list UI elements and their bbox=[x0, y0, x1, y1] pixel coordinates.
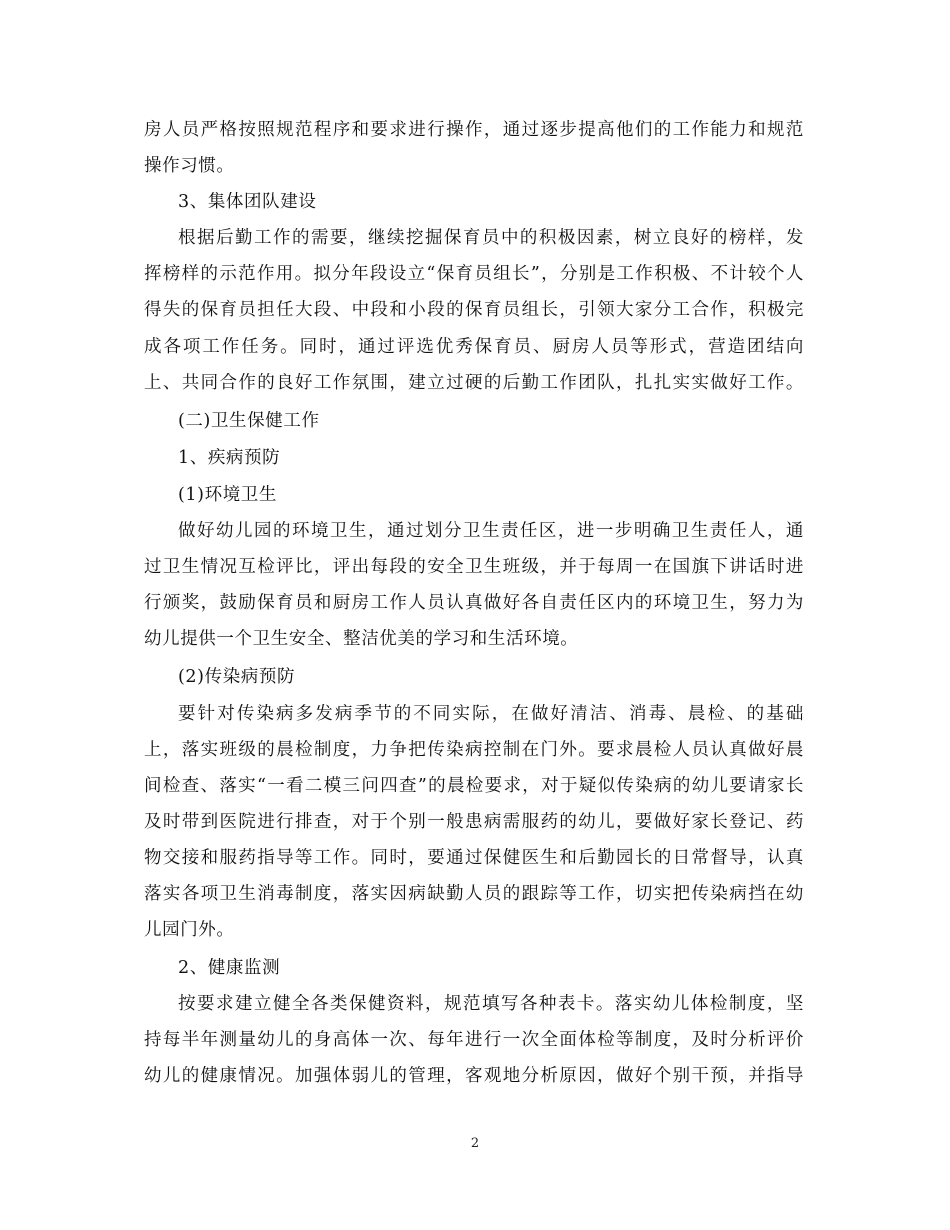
page-number: 2 bbox=[470, 1136, 480, 1151]
text-line: 上，落实班级的晨检制度，力争把传染病控制在门外。要求晨检人员认真做好晨 bbox=[144, 740, 804, 760]
section-heading: (2)传染病预防 bbox=[178, 667, 296, 687]
text-line: 根据后勤工作的需要，继续挖掘保育员中的积极因素，树立良好的榜样，发 bbox=[178, 228, 804, 248]
text-line: 要针对传染病多发病季节的不同实际，在做好清洁、消毒、晨检、的基础 bbox=[178, 704, 804, 724]
text-line: 挥榜样的示范作用。拟分年段设立“保育员组长”，分别是工作积极、不计较个人 bbox=[144, 264, 804, 284]
text-line: 操作习惯。 bbox=[144, 156, 235, 176]
text-line: 幼儿的健康情况。加强体弱儿的管理，客观地分析原因，做好个别干预，并指导 bbox=[144, 1066, 804, 1086]
text-line: 幼儿提供一个卫生安全、整洁优美的学习和生活环境。 bbox=[144, 629, 579, 649]
section-heading: 2、健康监测 bbox=[178, 958, 281, 978]
text-line: 成各项工作任务。同时，通过评选优秀保育员、厨房人员等形式，营造团结向 bbox=[144, 337, 804, 357]
text-line: 落实各项卫生消毒制度，落实因病缺勤人员的跟踪等工作，切实把传染病挡在幼 bbox=[144, 884, 804, 904]
text-line: 得失的保育员担任大段、中段和小段的保育员组长，引领大家分工合作，积极完 bbox=[144, 300, 804, 320]
text-line: 做好幼儿园的环境卫生，通过划分卫生责任区，进一步明确卫生责任人，通 bbox=[178, 521, 804, 541]
section-heading: (1)环境卫生 bbox=[178, 485, 277, 505]
text-line: 儿园门外。 bbox=[144, 920, 235, 940]
text-line: 间检查、落实“一看二模三问四查”的晨检要求，对于疑似传染病的幼儿要请家长 bbox=[144, 776, 804, 796]
text-line: 行颁奖，鼓励保育员和厨房工作人员认真做好各自责任区内的环境卫生，努力为 bbox=[144, 593, 804, 613]
text-line: 及时带到医院进行排查，对于个别一般患病需服药的幼儿，要做好家长登记、药 bbox=[144, 812, 804, 832]
text-line: 房人员严格按照规范程序和要求进行操作，通过逐步提高他们的工作能力和规范 bbox=[144, 120, 804, 140]
section-heading: 3、集体团队建设 bbox=[178, 192, 317, 212]
text-line: 过卫生情况互检评比，评出每段的安全卫生班级，并于每周一在国旗下讲话时进 bbox=[144, 557, 804, 577]
text-line: 按要求建立健全各类保健资料，规范填写各种表卡。落实幼儿体检制度，坚 bbox=[178, 994, 804, 1014]
text-line: 物交接和服药指导等工作。同时，要通过保健医生和后勤园长的日常督导，认真 bbox=[144, 848, 804, 868]
text-line: 持每半年测量幼儿的身高体一次、每年进行一次全面体检等制度，及时分析评价 bbox=[144, 1030, 804, 1050]
section-heading: (二)卫生保健工作 bbox=[178, 411, 320, 431]
text-line: 上、共同合作的良好工作氛围，建立过硬的后勤工作团队，扎扎实实做好工作。 bbox=[144, 373, 804, 393]
section-heading: 1、疾病预防 bbox=[178, 448, 281, 468]
